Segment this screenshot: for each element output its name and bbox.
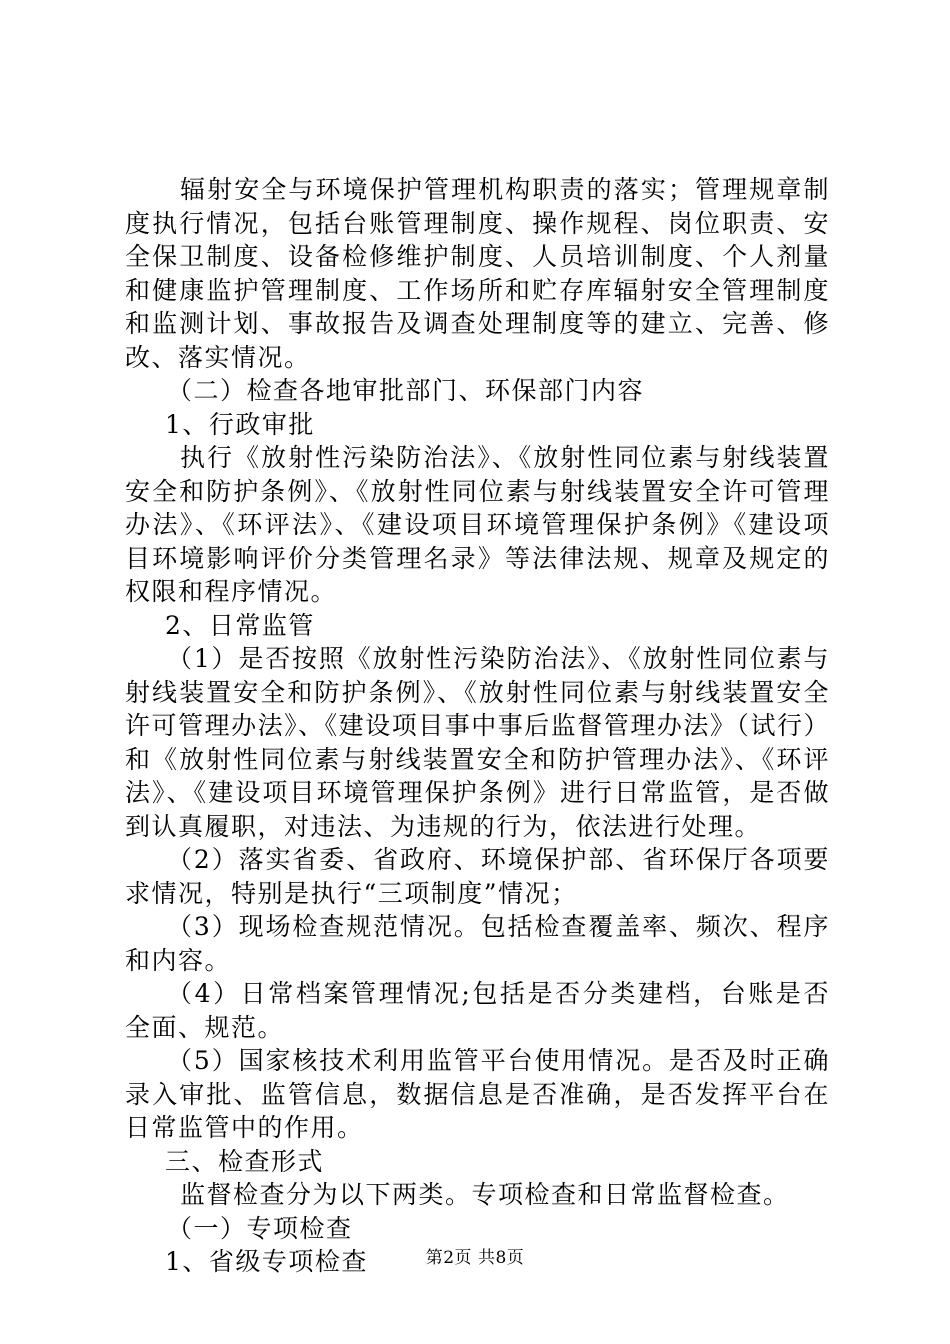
- heading-provincial-inspection: 1、省级专项检查: [165, 1247, 368, 1276]
- heading-admin-approval: 1、行政审批: [165, 409, 315, 439]
- heading-inspection-form: 三、检查形式: [165, 1146, 325, 1176]
- heading-special-inspection: （一）专项检查: [167, 1213, 353, 1243]
- paragraph-item-4: （4）日常档案管理情况;包括是否分类建档，台账是否全面、规范。: [125, 979, 830, 1042]
- heading-daily-supervision: 2、日常监管: [165, 610, 315, 640]
- document-body: [125, 173, 830, 1279]
- paragraph-item-2: （2）落实省委、省政府、环境保护部、省环保厅各项要求情况，特别是执行“三项制度”情况；: [125, 845, 830, 908]
- heading-section-2: （二）检查各地审批部门、环保部门内容: [167, 376, 645, 405]
- paragraph-responsibilities: 辐射安全与环境保护管理机构职责的落实；管理规章制度执行情况，包括台账管理制度、操作规程、岗位职责、安全保卫制度、设备检修维护制度、人员培训制度、个人剂量和健康监护管理制度、工作场所和贮存库辐射安全管理制度和监测计划、事故报告及调查处理制度等的建立、完善、修改、落实情况。: [125, 175, 830, 372]
- paragraph-admin-approval: 执行《放射性污染防治法》、《放射性同位素与射线装置安全和防护条例》、《放射性同位素与射线装置安全许可管理办法》、《环评法》、《建设项目环境管理保护条例》《建设项目环境影响评价分类管理名录》等法律法规、规章及规定的权限和程序情况。: [125, 443, 830, 606]
- paragraph-item-3: （3）现场检查规范情况。包括检查覆盖率、频次、程序和内容。: [125, 912, 830, 975]
- paragraph-inspection-types: 监督检查分为以下两类。专项检查和日常监督检查。: [180, 1180, 790, 1209]
- paragraph-item-5: （5）国家核技术利用监管平台使用情况。是否及时正确录入审批、监管信息，数据信息是否准确，是否发挥平台在日常监管中的作用。: [125, 1046, 830, 1142]
- page-number-footer: 第2页 共8页: [425, 1248, 525, 1268]
- paragraph-item-1: （1）是否按照《放射性污染防治法》、《放射性同位素与射线装置安全和防护条例》、《放射性同位素与射线装置安全许可管理办法》、《建设项目事中事后监督管理办法》（试行）和《放射性同位素与射线装置安全和防护管理办法》、《环评法》、《建设项目环境管理保护条例》进行日常监管，是否做到认真履职，对违法、为违规的行为，依法进行处理。: [125, 644, 830, 841]
